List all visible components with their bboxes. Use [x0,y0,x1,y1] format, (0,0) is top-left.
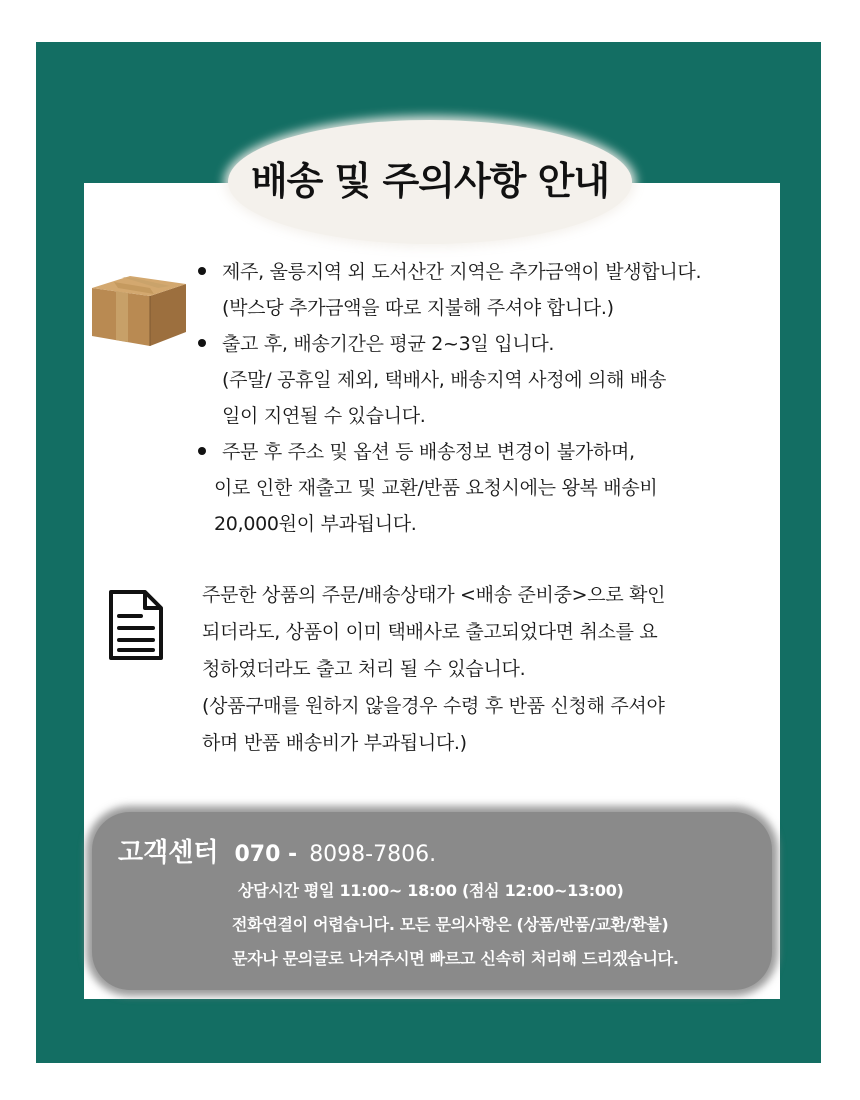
bullet-item-continued: (박스당 추가금액을 따로 지불해 주셔야 합니다.) [222,297,614,319]
customer-center-label: 고객센터 [118,838,219,868]
customer-center-header [118,832,436,869]
contact-info-line: 문자나 문의글로 나겨주시면 빠르고 신속히 처리해 드리겠습니다. [232,949,679,968]
phone-number: 8098-7806. [309,842,437,867]
bullet-item-continued: 일이 지연될 수 있습니다. [222,405,426,427]
bullet-dot-icon [198,267,206,275]
bullet-item-continued: 20,000원이 부과됩니다. [214,513,417,535]
shipping-bullet-list [194,254,764,542]
bullet-dot-icon [198,339,206,347]
bullet-item-continued: 이로 인한 재출고 및 교환/반품 요청시에는 왕복 배송비 [214,477,658,499]
contact-info-line: 전화연결이 어렵습니다. 모든 문의사항은 (상품/반품/교환/환불) [232,915,669,934]
phone-prefix: 070 - [234,842,298,867]
page-title: 배송 및 주의사항 안내 [250,159,610,203]
document-icon [105,588,167,666]
bullet-item: 출고 후, 배송기간은 평균 2~3일 입니다. [194,326,764,362]
cancellation-notice [202,577,762,762]
notice-line: 되더라도, 상품이 이미 택배사로 출고되었다면 취소를 요 [202,621,658,643]
bullet-dot-icon [198,447,206,455]
box-icon [88,266,188,352]
bullet-item: 주문 후 주소 및 옵션 등 배송정보 변경이 불가하며, [194,434,764,470]
notice-line: 하며 반품 배송비가 부과됩니다.) [202,732,467,754]
consultation-hours: 상담시간 평일 11:00~ 18:00 (점심 12:00~13:00) [238,881,624,900]
notice-line: 청하였더라도 출고 처리 될 수 있습니다. [202,658,526,680]
bullet-item-continued: (주말/ 공휴일 제외, 택배사, 배송지역 사정에 의해 배송 [222,369,667,391]
notice-line: 주문한 상품의 주문/배송상태가 <배송 준비중>으로 확인 [202,584,666,606]
notice-line: (상품구매를 원하지 않을경우 수령 후 반품 신청해 주셔야 [202,695,665,717]
bullet-item: 제주, 울릉지역 외 도서산간 지역은 추가금액이 발생합니다. [194,254,764,290]
